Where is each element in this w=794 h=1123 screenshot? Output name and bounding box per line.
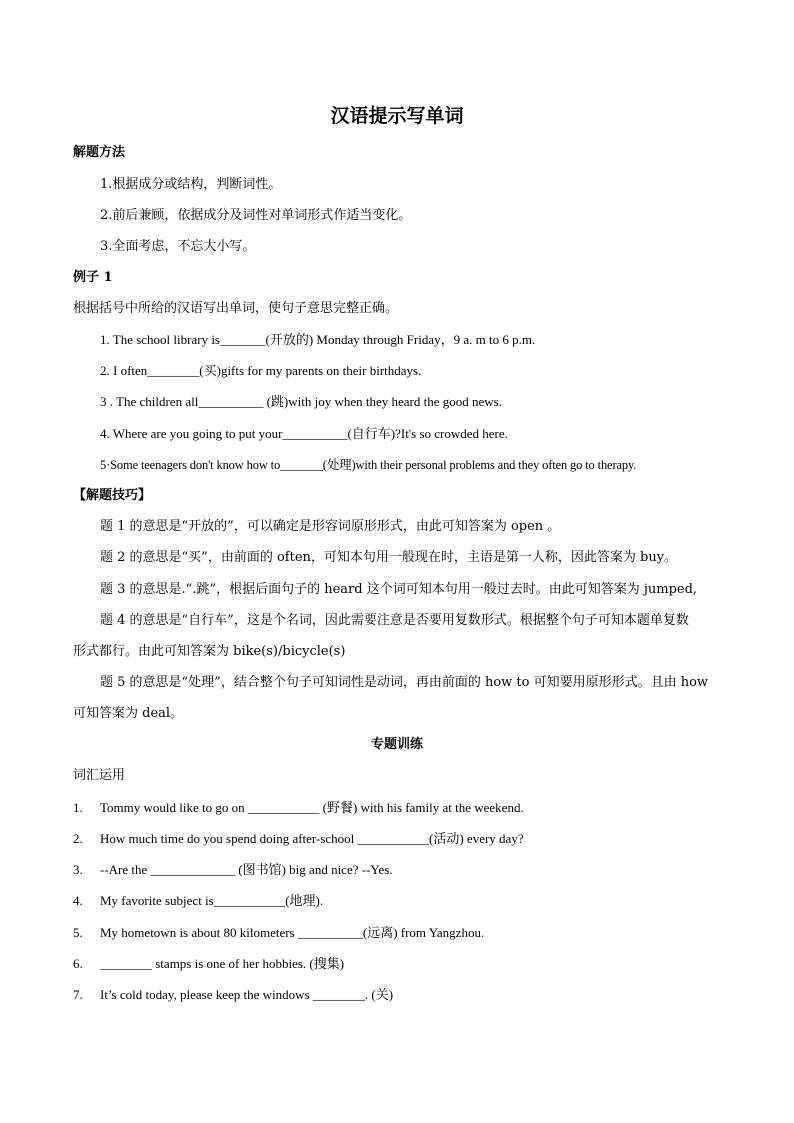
exercise-text: Tommy would like to go on ___________ (野餐) with his family at the weekend. [100, 800, 524, 815]
tips-heading: 【解题技巧】 [73, 488, 152, 503]
example-heading: 例子 1 [73, 270, 113, 285]
method-heading: 解题方法 [73, 145, 126, 160]
exercise-text: My favorite subject is___________(地理). [100, 893, 324, 908]
tips-line: 题 2 的意思是“买”，由前面的 often，可知本句用一般现在时，主语是第一人称，因此答案为 buy。 [100, 550, 678, 565]
exercise-text: --Are the _____________ (图书馆) big and nice? --Yes. [100, 862, 393, 877]
exercise-text: ________ stamps is one of her hobbies. (搜集) [100, 956, 345, 971]
exercise-text: How much time do you spend doing after-school ___________(活动) every day? [100, 831, 524, 846]
exercise-number: 1. [73, 800, 83, 815]
example-instruction: 根据括号中所给的汉语写出单词，使句子意思完整正确。 [73, 301, 399, 316]
example-sentence: 5·Some teenagers don't know how to_______(处理)with their personal problems and they often go to therapy. [100, 458, 637, 472]
exercise-text: It’s cold today, please keep the windows ________. (关) [100, 987, 394, 1002]
tips-line: 形式都行。由此可知答案为 bike(s)/bicycle(s) [73, 644, 346, 659]
exercise-number: 7. [73, 987, 83, 1002]
tips-line: 可知答案为 deal。 [73, 706, 184, 721]
exercise-number: 4. [73, 893, 83, 908]
method-item: 2.前后兼顾，依据成分及词性对单词形式作适当变化。 [100, 208, 412, 223]
method-item: 3.全面考虑，不忘大小写。 [100, 239, 256, 254]
tips-line: 题 4 的意思是“自行车”，这是个名词，因此需要注意是否要用复数形式。根据整个句子可知本题单复数 [100, 613, 689, 628]
tips-line: 题 3 的意思是.“.跳”，根据后面句子的 heard 这个词可知本句用一般过去时。由此可知答案为 jumped, [100, 582, 698, 597]
exercise-number: 2. [73, 831, 83, 846]
exercise-number: 5. [73, 925, 83, 940]
example-sentence: 2. I often________(买)gifts for my parents on their birthdays. [100, 363, 422, 378]
tips-line: 题 5 的意思是“处理”，结合整个句子可知词性是动词，再由前面的 how to 可知要用原形形式。且由 how [100, 675, 709, 690]
example-sentence: 4. Where are you going to put your__________(自行车)?It's so crowded here. [100, 426, 508, 441]
page-title: 汉语提示写单词 [330, 105, 464, 127]
example-sentence: 3 . The children all__________ (跳)with joy when they heard the good news. [100, 394, 502, 409]
tips-line: 题 1 的意思是“开放的”，可以确定是形容词原形形式，由此可知答案为 open 。 [100, 519, 561, 534]
training-subheading: 词汇运用 [73, 768, 126, 783]
method-item: 1.根据成分或结构，判断词性。 [100, 177, 282, 192]
exercise-text: My hometown is about 80 kilometers __________(远离) from Yangzhou. [100, 925, 485, 940]
example-sentence: 1. The school library is_______(开放的) Monday through Friday，9 a. m to 6 p.m. [100, 332, 536, 347]
exercise-number: 3. [73, 862, 83, 877]
training-heading: 专题训练 [370, 737, 423, 752]
exercise-number: 6. [73, 956, 83, 971]
